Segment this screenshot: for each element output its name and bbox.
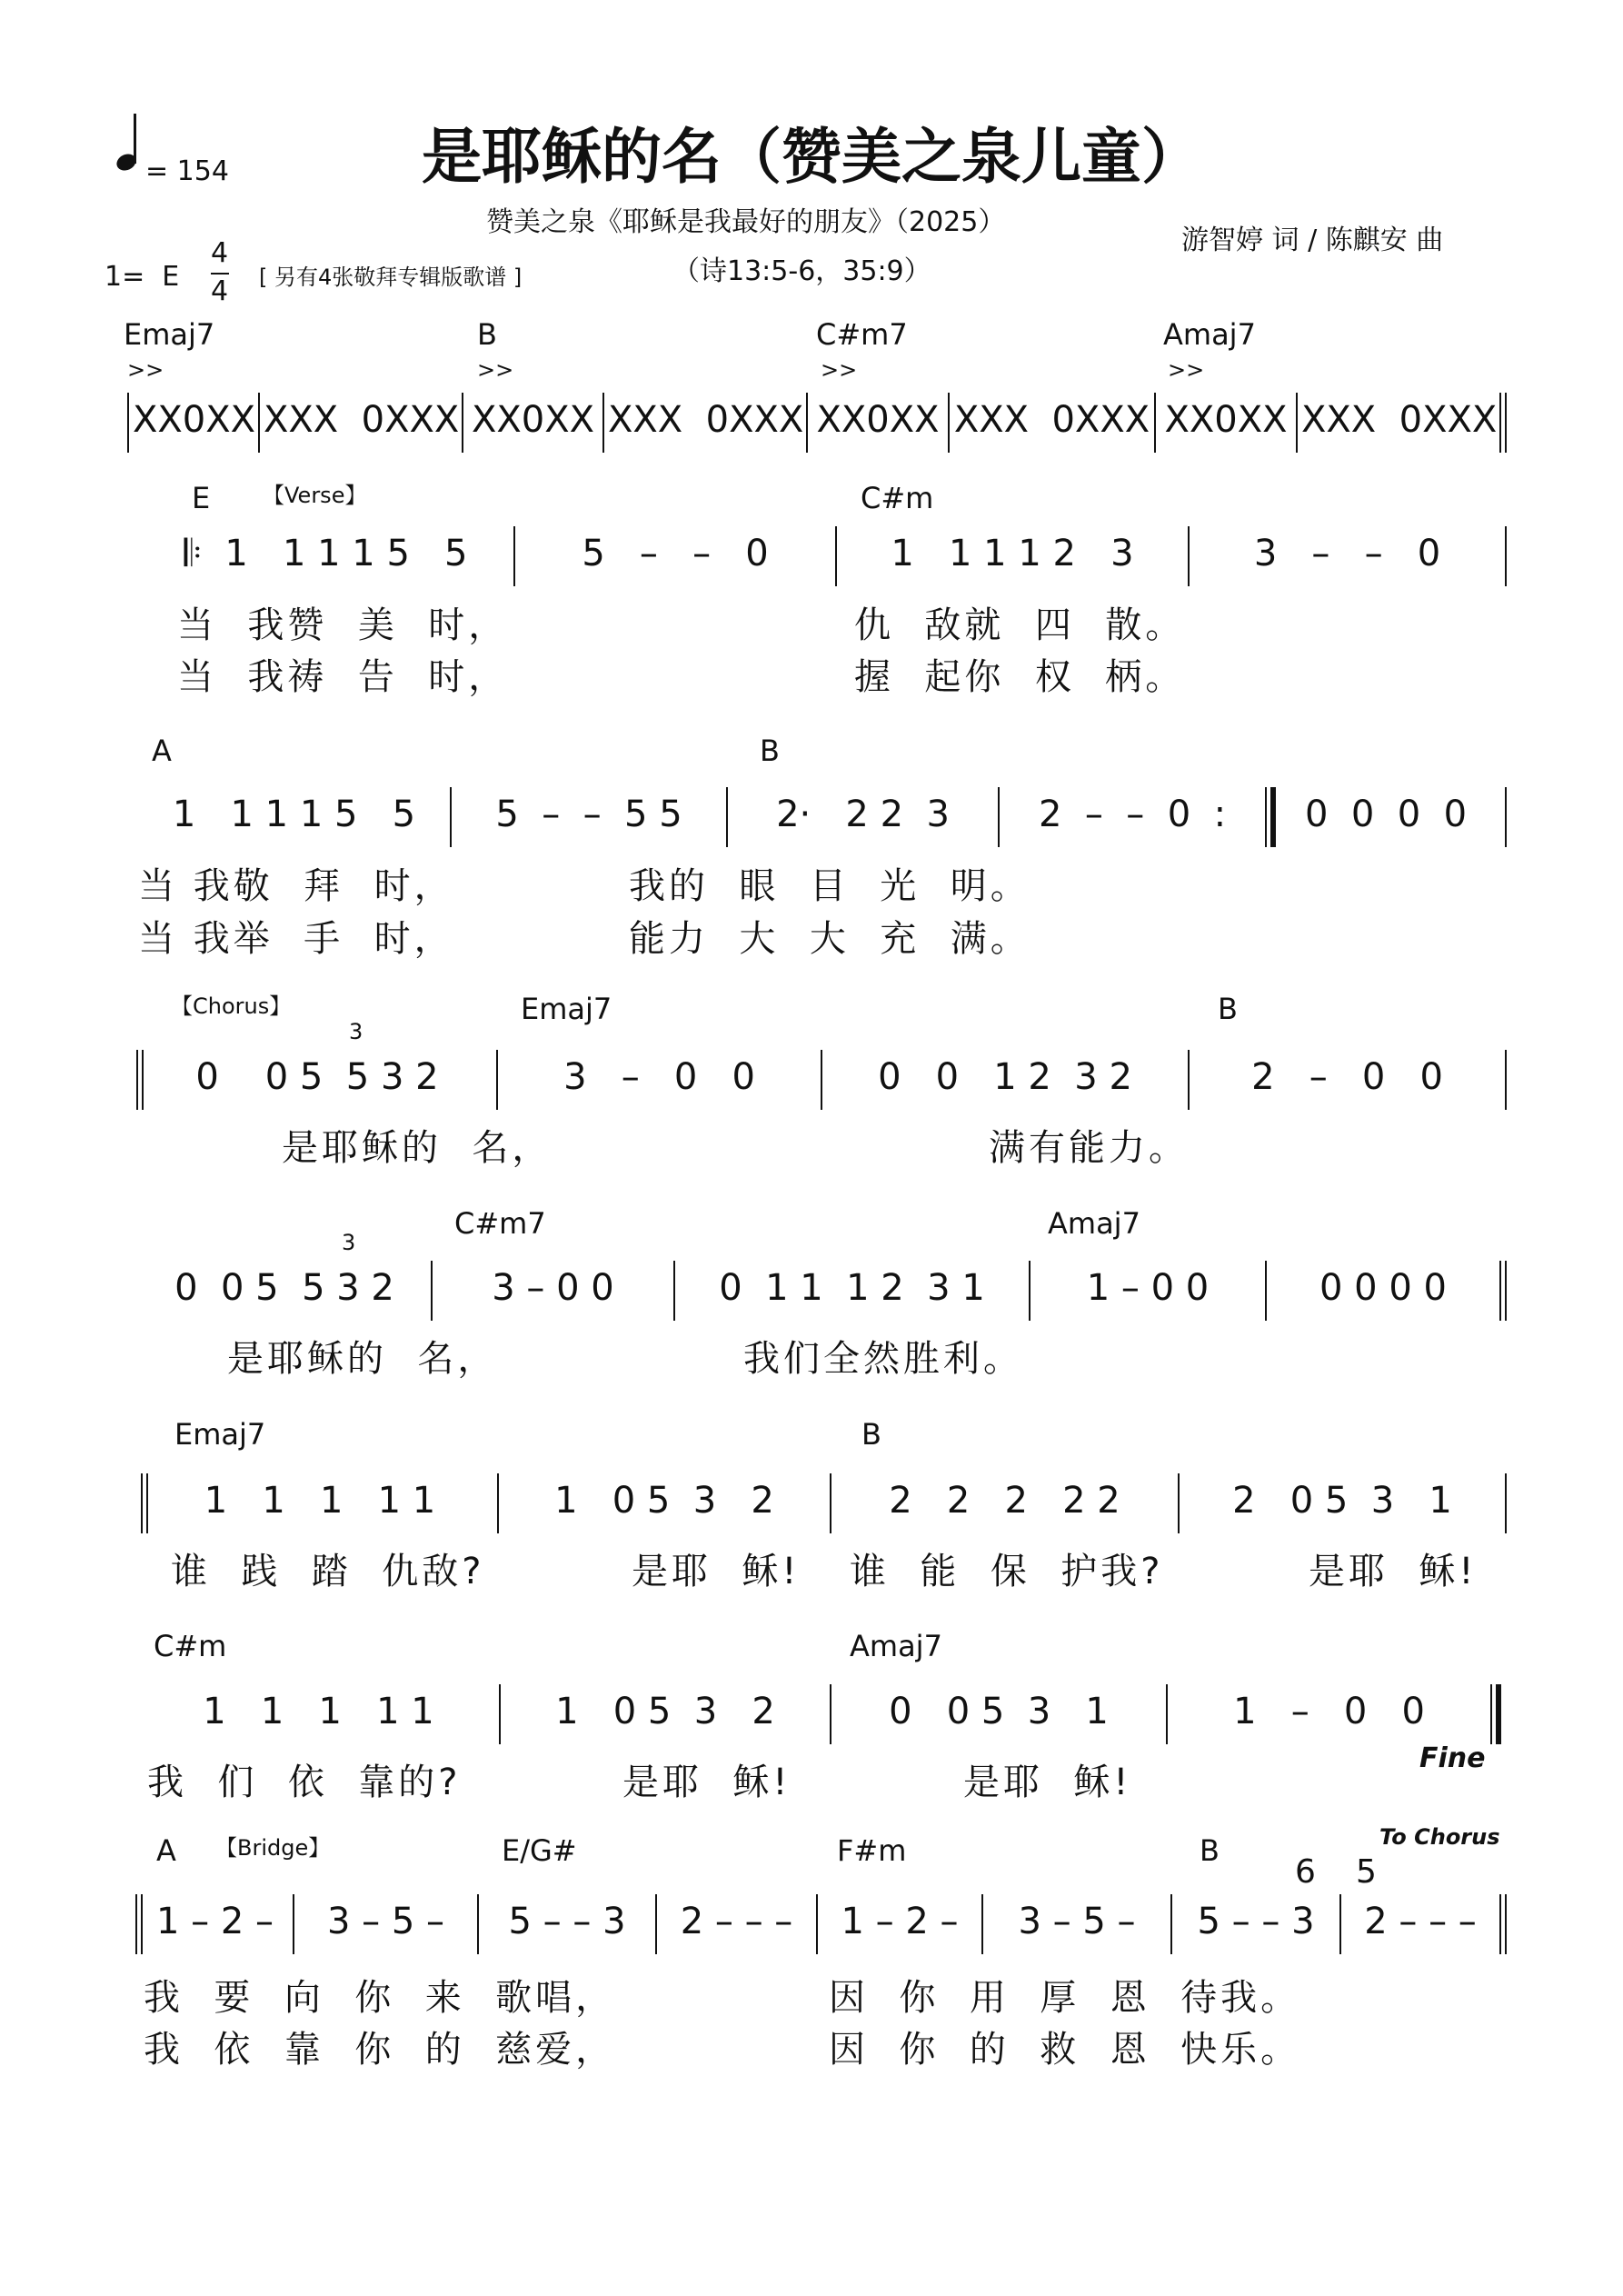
chord-symbol: B [760, 734, 780, 768]
barline [816, 1894, 818, 1954]
accent-mark: >> [127, 357, 164, 383]
measure: 2 – 0 0 [1251, 1056, 1443, 1098]
measure: 3 – 0 0 [563, 1056, 755, 1098]
barline [821, 1050, 822, 1110]
measure: 3 – 5 – [326, 1901, 445, 1942]
measure: 3 – 0 0 [492, 1267, 614, 1309]
measure: 0 0 0 0 [1319, 1267, 1447, 1309]
measure: 0 0 5 3 1 [889, 1691, 1109, 1732]
time-sig-line [211, 273, 229, 275]
barline [1166, 1684, 1168, 1744]
barline [948, 393, 950, 453]
lyric-text: 当 我赞 美 时， [177, 604, 509, 646]
barline [835, 526, 837, 586]
measure: XX0XX [471, 399, 595, 441]
barline [513, 526, 515, 586]
measure: 5 – – 3 [508, 1901, 626, 1942]
lyric-text: 当 我敬 拜 时， [138, 865, 454, 907]
barline [655, 1894, 657, 1954]
barline [981, 1894, 983, 1954]
measure: XXX 0XXX [1301, 399, 1498, 441]
scripture-ref: （诗13:5-6，35:9） [672, 255, 931, 287]
measure: 1 – 2 – [841, 1901, 959, 1942]
time-sig-bottom: 4 [211, 275, 229, 307]
measure: 1 1 1 1 1 [203, 1691, 434, 1732]
lyric-text: 是耶 稣! [1309, 1551, 1478, 1592]
measure: 5 – – 0 [582, 533, 769, 574]
lyric-text: 我的 眼 目 光 明。 [629, 865, 1031, 907]
triplet-mark: 3 [349, 1019, 363, 1044]
measure: 0 0 5 5 3 2 [174, 1267, 394, 1309]
lyric-text: 是耶稣的 名， [282, 1127, 553, 1169]
section-label: 【Verse】 [263, 483, 367, 508]
barline [477, 1894, 479, 1954]
barline [258, 393, 260, 453]
tempo: = 154 [145, 155, 229, 187]
chord-symbol: B [861, 1417, 881, 1452]
page-title: 是耶稣的名（赞美之泉儿童） [422, 122, 1201, 192]
barline [1265, 1261, 1267, 1321]
measure: 2· 2 2 3 [776, 794, 950, 835]
key-signature: 1= E [105, 261, 180, 293]
chord-symbol: C#m7 [454, 1206, 546, 1241]
measure: XX0XX [133, 399, 256, 441]
measure: 1 1 1 1 5 5 [172, 794, 416, 835]
lyric-text: 当 我祷 告 时， [177, 656, 509, 698]
section-label: 【Bridge】 [215, 1835, 331, 1861]
barline [806, 393, 808, 453]
lyric-text: 因 你 用 厚 恩 待我。 [829, 1977, 1301, 2019]
barline [497, 1473, 499, 1533]
barline [1188, 526, 1190, 586]
measure: 0 0 1 2 3 2 [878, 1056, 1132, 1098]
triplet-mark: 3 [342, 1230, 356, 1255]
measure: 2 0 5 3 1 [1232, 1480, 1452, 1522]
chord-symbol: B [477, 317, 497, 352]
measure: 2 – – 0 : [1038, 794, 1227, 835]
barline [726, 787, 728, 847]
accent-mark: >> [1168, 357, 1205, 383]
barline [431, 1261, 433, 1321]
measure: 0 1 1 1 2 3 1 [719, 1267, 985, 1309]
lyric-text: 因 你 的 救 恩 快乐。 [829, 2029, 1301, 2071]
barline [830, 1473, 831, 1533]
chord-symbol: F#m [837, 1833, 907, 1868]
measure: XX0XX [1164, 399, 1288, 441]
measure: 𝄆 1 1 1 1 5 5 [184, 533, 468, 574]
measure: 1 0 5 3 2 [554, 1480, 774, 1522]
barline [293, 1894, 294, 1954]
barline [499, 1684, 501, 1744]
measure: XXX 0XXX [953, 399, 1150, 441]
measure: 1 1 1 1 2 3 [891, 533, 1134, 574]
barline [1505, 1050, 1507, 1110]
barline [1499, 1261, 1507, 1321]
chord-symbol: Amaj7 [1048, 1206, 1140, 1241]
chord-symbol: C#m7 [816, 317, 908, 352]
chord-symbol: E [192, 481, 211, 515]
chord-symbol: C#m [861, 481, 934, 515]
edition-note: [ 另有4张敬拜专辑版歌谱 ] [259, 265, 523, 290]
measure: 1 – 2 – [155, 1901, 274, 1942]
lyric-text: 仇 敌就 四 散。 [854, 604, 1186, 646]
measure: 1 – 0 0 [1086, 1267, 1210, 1309]
measure: 2 – – – [680, 1901, 793, 1942]
measure: 2 – – – [1364, 1901, 1477, 1942]
lyric-text: 握 起你 权 柄。 [854, 656, 1186, 698]
lyric-text: 是耶 稣! [963, 1762, 1132, 1803]
barline [1499, 1894, 1507, 1954]
barline [1499, 393, 1507, 453]
lyric-text: 我 依 靠 你 的 慈爱， [144, 2029, 616, 2071]
lyric-text: 当 我举 手 时， [138, 918, 454, 960]
upper-note: 5 [1356, 1853, 1377, 1891]
measure: XXX 0XXX [264, 399, 460, 441]
accent-mark: >> [821, 357, 858, 383]
chord-symbol: Emaj7 [124, 317, 215, 352]
barline [602, 393, 604, 453]
barline [462, 393, 463, 453]
lyric-text: 是耶稣的 名， [227, 1338, 498, 1380]
barline [1029, 1261, 1031, 1321]
measure: 0 0 0 0 [1304, 794, 1468, 835]
barline [1170, 1894, 1172, 1954]
chord-symbol: B [1218, 992, 1238, 1026]
credits: 游智婷 词 / 陈麒安 曲 [1181, 225, 1444, 256]
barline [1505, 526, 1507, 586]
barline [1505, 787, 1507, 847]
lyric-text: 谁 能 保 护我? [850, 1551, 1164, 1592]
lyric-text: 能力 大 大 充 满。 [629, 918, 1031, 960]
barline [673, 1261, 675, 1321]
chord-symbol: Emaj7 [521, 992, 612, 1026]
upper-note: 6 [1295, 1853, 1316, 1891]
lyric-text: 谁 践 踏 仇敌? [171, 1551, 485, 1592]
barline [1188, 1050, 1190, 1110]
barline [496, 1050, 498, 1110]
barline [1154, 393, 1156, 453]
measure: 1 0 5 3 2 [555, 1691, 775, 1732]
accent-mark: >> [477, 357, 514, 383]
barline [1296, 393, 1298, 453]
barline [1490, 1684, 1501, 1744]
chord-symbol: C#m [154, 1629, 227, 1663]
measure: XXX 0XXX [608, 399, 804, 441]
chord-symbol: Amaj7 [850, 1629, 942, 1663]
subtitle: 赞美之泉《耶稣是我最好的朋友》（2025） [486, 206, 1006, 238]
barline [127, 393, 129, 453]
lyric-text: 满有能力。 [989, 1127, 1189, 1169]
lyric-text: 我 要 向 你 来 歌唱， [144, 1977, 616, 2019]
measure: 2 2 2 2 2 [889, 1480, 1120, 1522]
measure: 5 – – 3 [1197, 1901, 1315, 1942]
measure: XX0XX [816, 399, 940, 441]
section-label: 【Chorus】 [171, 993, 292, 1019]
barline [1178, 1473, 1180, 1533]
barline [1505, 1473, 1507, 1533]
chord-symbol: B [1200, 1833, 1220, 1868]
to-chorus-mark: To Chorus [1379, 1824, 1500, 1850]
barline [1339, 1894, 1341, 1954]
chord-symbol: A [156, 1833, 176, 1868]
chord-symbol: A [152, 734, 172, 768]
measure: 0 0 5 5 3 2 [195, 1056, 439, 1098]
fine-mark: Fine [1419, 1742, 1486, 1774]
barline [830, 1684, 831, 1744]
measure: 1 – 0 0 [1233, 1691, 1425, 1732]
lyric-text: 是耶 稣! [632, 1551, 801, 1592]
measure: 3 – 5 – [1018, 1901, 1136, 1942]
measure: 1 1 1 1 1 [204, 1480, 436, 1522]
barline [450, 787, 452, 847]
barline [998, 787, 1000, 847]
lyric-text: 是耶 稣! [622, 1762, 792, 1803]
chord-symbol: Emaj7 [174, 1417, 266, 1452]
lyric-text: 我 们 依 靠的? [147, 1762, 462, 1803]
measure: 5 – – 5 5 [495, 794, 682, 835]
chord-symbol: E/G# [502, 1833, 577, 1868]
measure: 3 – – 0 [1253, 533, 1441, 574]
chord-symbol: Amaj7 [1163, 317, 1256, 352]
lyric-text: 我们全然胜利。 [743, 1338, 1023, 1380]
time-sig-top: 4 [211, 237, 229, 269]
